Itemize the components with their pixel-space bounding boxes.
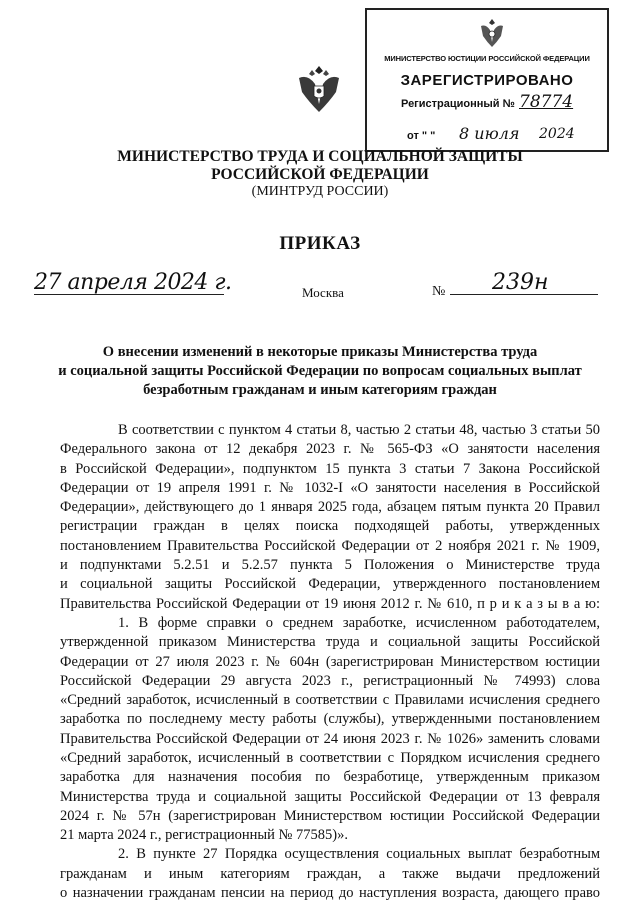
ministry-name-line2: РОССИЙСКОЙ ФЕДЕРАЦИИ <box>211 166 429 183</box>
order-city: Москва <box>302 285 344 300</box>
body-line: Федерации от 19 апреля 1991 г. № 1032-I «О занятости населения в Российской <box>60 480 600 496</box>
ministry-name-line1: МИНИСТЕРСТВО ТРУДА И СОЦИАЛЬНОЙ ЗАЩИТЫ <box>117 148 523 165</box>
body-line: Министерства труда и социальной защиты Российской Федерации от 13 февраля <box>60 789 600 805</box>
order-title-line: и социальной защиты Российской Федерации по вопросам социальных выплат <box>58 363 582 379</box>
stamp-registered: ЗАРЕГИСТРИРОВАНО <box>400 72 574 89</box>
body-line: и подпунктами 5.2.51 и 5.2.57 пункта 5 Положения о Министерстве труда <box>60 557 600 573</box>
stamp-year: 2024 <box>539 126 575 142</box>
registration-stamp <box>365 8 609 152</box>
body-line: заработка по последнему месту работы (службы), утвержденными постановлением <box>60 711 600 727</box>
order-number: 239н <box>492 270 549 295</box>
stamp-emblem-icon <box>477 16 507 50</box>
body-line: Российской Федерации 29 августа 2023 г., регистрационный № 74993) слова <box>60 673 600 689</box>
number-sign: № <box>432 284 446 299</box>
body-line: 21 марта 2024 г., регистрационный № 77585)». <box>60 827 348 843</box>
ministry-short-name: (МИНТРУД РОССИИ) <box>251 184 389 199</box>
date-underline <box>34 294 224 295</box>
stamp-from-label: от " " <box>407 130 436 142</box>
body-line: утвержденной приказом Министерства труда и социальной защиты Российской <box>60 634 600 650</box>
body-line: Федерации», действующего до 1 января 2025 года, абзацем пятым пункта 20 Правил <box>60 499 600 515</box>
body-line: В соответствии с пунктом 4 статьи 8, частью 2 статьи 48, частью 3 статьи 50 <box>118 422 600 438</box>
order-date: 27 апреля 2024 г. <box>34 270 232 295</box>
body-line: Правительства Российской Федерации от 19 июня 2012 г. № 610, п р и к а з ы в а ю: <box>60 596 600 612</box>
coat-of-arms-icon <box>296 64 342 116</box>
body-line: Федерального закона от 12 декабря 2023 г. № 565-ФЗ «О занятости населения <box>60 441 600 457</box>
body-line: постановлением Правительства Российской Федерации от 2 ноября 2021 г. № 1909, <box>60 538 600 554</box>
body-line: 1. В форме справки о среднем заработке, исчисленном работодателем, <box>118 615 600 631</box>
body-line: и социальной защиты Российской Федерации, утвержденного постановлением <box>60 576 600 592</box>
body-line: 2. В пункте 27 Порядка осуществления социальных выплат безработным <box>118 846 600 862</box>
stamp-ministry: МИНИСТЕРСТВО ЮСТИЦИИ РОССИЙСКОЙ ФЕДЕРАЦИИ <box>384 54 590 63</box>
document-type: ПРИКАЗ <box>279 233 361 254</box>
body-line: «Средний заработок, исчисленный в соответствии с Порядком исчисления среднего <box>60 750 600 766</box>
body-line: регистрации граждан в целях поиска подходящей работы, утвержденных <box>60 518 600 534</box>
body-line: о назначении гражданам пенсии на период до наступления возраста, дающего право <box>60 885 600 901</box>
order-title-line: О внесении изменений в некоторые приказы Министерства труда <box>102 344 538 360</box>
stamp-reg-label: Регистрационный № <box>401 98 515 110</box>
stamp-reg-number: 78774 <box>519 92 574 112</box>
body-line: 2024 г. № 57н (зарегистрирован Министерством юстиции Российской Федерации <box>60 808 600 824</box>
body-line: гражданам и иным категориям граждан, а также выдачи предложений <box>60 866 600 882</box>
body-line: Федерации от 27 июля 2023 г. № 604н (зарегистрирован Министерством юстиции <box>60 654 600 670</box>
body-line: «Средний заработок, исчисленный в соответствии с Правилами исчисления среднего <box>60 692 600 708</box>
order-title-line: безработным гражданам и иным категориям граждан <box>143 382 497 398</box>
body-line: заработка для назначения пособия по безработице, утвержденным приказом <box>60 769 600 785</box>
stamp-date: 8 июля <box>459 124 520 143</box>
body-line: Правительства Российской Федерации от 24 июня 2023 г. № 1026» заменить словами <box>60 731 600 747</box>
body-line: в Российской Федерации», подпунктом 15 пункта 3 статьи 7 Закона Российской <box>60 461 600 477</box>
